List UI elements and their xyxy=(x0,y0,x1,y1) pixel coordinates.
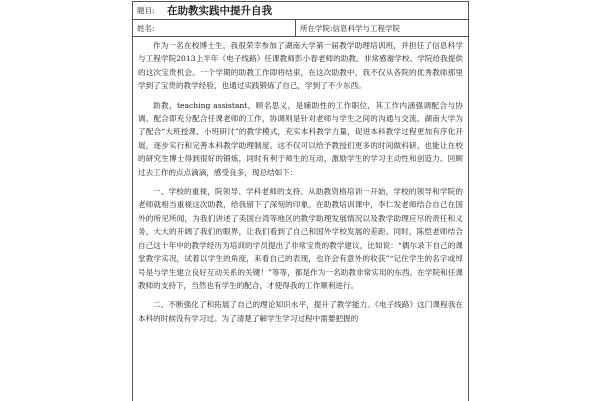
body-paragraph: 作为一名在校博士生，我很荣幸参加了湖南大学第一届教学助理培训班，并担任了信息科学与工程学院2013上半年《电子线路》任课教师彭小春老师的助教。非常感谢学校、学院给我提供的这次宝贵机会。一个学期的助教工作即将结束，在这次助教中，我不仅从各院的优秀教师那里学到了宝贵的教学经验，也通过实践锻炼了自己，学到了不少东西。 xyxy=(138,41,463,91)
document-body xyxy=(133,37,468,325)
body-paragraph: 助教，teaching assistant，顾名思义，是辅助性的工作职位，其工作内涵强调配合与协调。配合即充分配合任课老师的工作，协调则是针对老师与学生之间的沟通与交流。湖南大学为了配合“大班授课、小班研讨”的教学模式，充实本科教学力量，促进本科教学过程更加有序化开展，逐步实行和完善本科教学助理制度。这不仅可以给予教授们更多的时间做科研，也能让在校的研究生博士得到很好的锻炼，同时有利于师生的互动，激励学生的学习主动性和创造力。回顾过去工作的点点滴滴，感受良多，现总结如下： xyxy=(138,100,463,177)
college-label: 所在学院: xyxy=(300,23,333,33)
college-cell xyxy=(296,23,468,34)
name-label: 姓名: xyxy=(137,23,155,33)
body-paragraph: 一、学校的重视，院领导、学科老师的支持。从助教资格培训一开始，学校的领导和学院的老师就相当重视这次助教，给我留下了深刻的印象。在助教培训课中，李仁发老师结合自己在国外的所见所闻，为我们讲述了美国台湾等地区的教学助理发展情况以及教学助理应尽的责任和义务，大大的开阔了我们的眼界，让我们看到了自己和国外学校发展的差距。同时，陈恺老师结合自己这十年中的教学经历为培训的学员提出了非常宝贵的教学建议，比如说：“偶尔录下自己的课堂教学实况，试着以学生的角度，来看自己的表现，也许会有意外的收获”“记住学生的名字或绰号是与学生建立良好互动关系的关键！”等等，都是作为一名助教非常实用的东西。在学院和任课教师的支持下，当然也有学生的配合，才使得我的工作顺利进行。 xyxy=(138,187,463,290)
document-form xyxy=(132,1,469,401)
title-label: 题目: xyxy=(137,6,155,15)
title-row xyxy=(133,2,468,20)
body-paragraph: 二、不断强化了和拓展了自己的理论知识水平，提升了教学能力。《电子线路》这门课程我在本科的时候没有学习过。为了清楚了解学生学习过程中需要把握的 xyxy=(138,300,463,323)
college-value: 信息科学与工程学院 xyxy=(332,23,401,33)
meta-row xyxy=(133,20,468,37)
document-title: 在助教实践中提升自我 xyxy=(167,5,272,17)
name-cell xyxy=(133,20,296,36)
